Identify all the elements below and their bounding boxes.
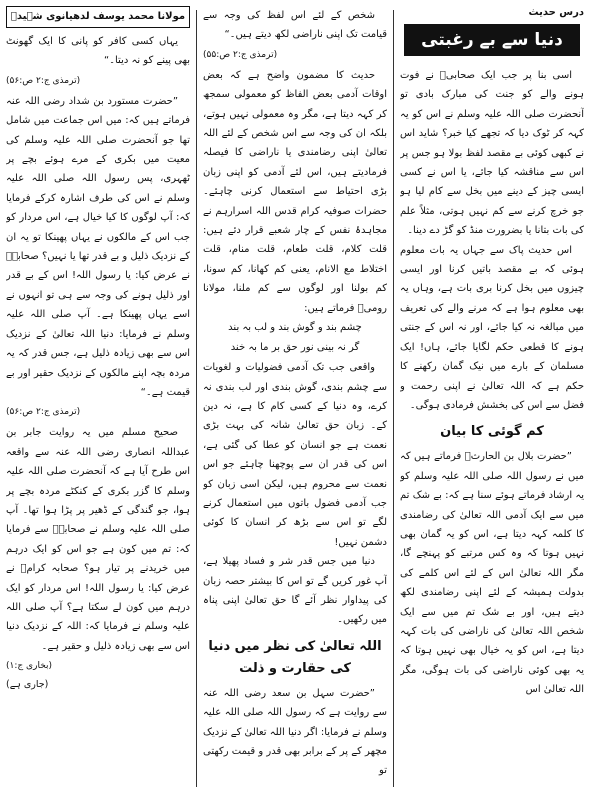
section-heading: کم گوئی کا بیان bbox=[440, 424, 544, 440]
section-label: درس حدیث bbox=[528, 7, 584, 18]
column-divider bbox=[393, 10, 394, 787]
paragraph: اس حدیث پاک سے جہاں یہ بات معلوم ہوئی کہ بے مقصد باتیں کرنا اور ایسی چیزوں میں بخل کرنا بری بات ہے، وہاں یہ بھی معلوم ہوا ہے کہ مرنے والے کی تعریف میں مبالغہ نہ کیا جائے، اور نہ اس کے جنتی ہونے کا قطعی حکم لگایا جائے، ہاں! ایک مسلمان کے بارے میں نیک گمان رکھنے کا حکم ہے کہ اللہ تعالیٰ نے اپنی رحمت و فضل سے اس کی بخشش فرمادی ہوگی۔ bbox=[400, 244, 584, 411]
section-heading: اللہ تعالیٰ کی نظر میں دنیا کی حقارت و ذلت bbox=[208, 638, 382, 676]
paragraph: شخص کے لئے اس لفظ کی وجہ سے قیامت تک اپنی ناراضی لکھ دیتے ہیں۔“ bbox=[203, 10, 387, 41]
reference: (ترمذی ج:۲ ص:۵۶) bbox=[6, 407, 81, 418]
verse-line: چشم بند و گوش بند و لب بہ بند bbox=[228, 322, 362, 334]
reference: (ترمذی ج:۲ ص:۵۶) bbox=[6, 75, 81, 86]
reference: (بخاری ج:۱) bbox=[6, 661, 53, 672]
left-column bbox=[6, 6, 190, 791]
column-divider bbox=[196, 10, 197, 787]
continued-note: (جاری ہے) bbox=[6, 679, 49, 691]
middle-column bbox=[203, 6, 387, 791]
paragraph: صحیح مسلم میں یہ روایت جابر بن عبداللہ انصاری رضی اللہ عنہ سے واقعہ اس طرح آیا ہے کہ آنحضرت صلی اللہ علیہ وسلم کا گزر بکری کے کنکٹے مردہ بچے پر ہوا، جو گندگی کے ڈھیر پر پڑا ہوا تھا۔ آپ صلی اللہ علیہ وسلم نے صحابہؓ سے فرمایا کہ: تم میں کون ہے جو اس کو ایک درہم میں خریدنے پر تیار ہو؟ صحابہ کرامؓ نے عرض کیا: یا رسول اللہ! اس مردار کو ایک درہم میں کون لے سکتا ہے؟ آپ صلی اللہ علیہ وسلم نے فرمایا کہ: اللہ کے نزدیک دنیا اس سے بھی زیادہ ذلیل و حقیر ہے۔ bbox=[6, 427, 190, 652]
paragraph: ”حضرت مستورد بن شداد رضی اللہ عنہ فرماتے ہیں کہ: میں اس جماعت میں شامل تھا جو آنحضرت صلی اللہ علیہ وسلم کی معیت میں بکری کے مرے ہوئے بچے پر ٹھہری، پس رسول اللہ صلی اللہ علیہ وسلم نے اس کی طرف اشارہ کرکے فرمایا کہ: آپ لوگوں کا کیا خیال ہے، اس مردار کو جب اس کے مالکوں نے یہاں پھینکا تو یہ ان کے نزدیک ذلیل و بے قدر تھا یا نہیں؟ صحابہؓ نے عرض کیا: یا رسول اللہ! اس کے بے قدر اور ذلیل ہونے کی وجہ سے ہی تو انہوں نے اسے یہاں پھینکا ہے۔ آپ صلی اللہ علیہ وسلم نے فرمایا: دنیا اللہ تعالیٰ کے نزدیک اس سے بھی زیادہ ذلیل ہے، جس قدر کہ یہ مردہ بچہ اپنے مالکوں کے نزدیک حقیر اور بے قیمت ہے۔“ bbox=[6, 95, 190, 398]
paragraph: ”حضرت بلال بن الحارثؓ فرماتے ہیں کہ میں نے رسول اللہ صلی اللہ علیہ وسلم کو یہ ارشاد فرماتے ہوئے سنا ہے کہ: بے شک تم میں سے ایک آدمی اللہ تعالیٰ کی رضامندی کا کلمہ کہہ دیتا ہے، اس کو یہ گمان بھی نہیں ہوتا کہ وہ کس مرتبے کو پہنچے گا، مگر اللہ تعالیٰ اس کے لئے اس کلمے کی بدولت ہمیشہ کے لئے اپنی رضامندی لکھ دیتے ہیں، اور بے شک تم میں سے ایک شخص اللہ تعالیٰ کی ناراضی کی بات کہہ دیتا ہے، اس کو یہ خیال بھی نہیں ہوتا کہ یہ بھی کوئی ناراضی کی بات ہوگی، مگر اللہ تعالیٰ اس bbox=[400, 451, 584, 696]
newspaper-page bbox=[6, 6, 584, 791]
paragraph: حدیث کا مضمون واضح ہے کہ بعض اوقات آدمی بعض الفاظ کو معمولی سمجھ کر کہہ دیتا ہے، مگر وہ معمولی نہیں ہوتے، بلکہ ان کی وجہ سے اس شخص کے لئے اللہ تعالیٰ اپنی رضامندی یا ناراضی کا فیصلہ فرمادیتے ہیں، اس لئے آدمی کو اپنی زبان بڑی احتیاط سے استعمال کرنی چاہئے۔ حضرات صوفیہ کرام قدس اللہ اسرارہم نے مجاہدۂ نفس کے چار شعبے قرار دئے ہیں: قلت کلام، قلت طعام، قلت منام، قلت اختلاط مع الانام، یعنی کم کھانا، کم سونا، کم بولنا اور لوگوں سے کم ملنا، مولانا رومیؒ فرماتے ہیں: bbox=[203, 69, 387, 314]
verse-line: گر نہ بینی نور حق بر ما بہ خند bbox=[230, 342, 360, 354]
paragraph: واقعی جب تک آدمی فضولیات و لغویات سے چشم بندی، گوش بندی اور لب بندی نہ کرے، وہ دنیا کے کسی کام کا ہے، نہ دین کے۔ زبان حق تعالیٰ شانہ کی بہت بڑی نعمت ہے جو انسان کو عطا کی گئی ہے، اس کی قدر ان سے پوچھنا چاہئے جو اس نعمت سے محروم ہیں، لیکن اسی زبان کو جب آدمی فضول باتوں میں استعمال کرنے لگے تو اس سے بڑھ کر انسان کا کوئی دشمن نہیں! bbox=[203, 362, 387, 548]
paragraph: یہاں کسی کافر کو پانی کا ایک گھونٹ بھی پینے کو نہ دیتا۔“ bbox=[6, 36, 190, 67]
author-byline: مولانا محمد یوسف لدھیانوی شہیدؒ bbox=[6, 6, 190, 28]
right-column bbox=[400, 6, 584, 791]
reference: (ترمذی ج:۲ ص:۵۵) bbox=[203, 49, 278, 60]
article-title: دنیا سے بے رغبتی bbox=[404, 24, 580, 56]
paragraph: ”حضرت سہل بن سعد رضی اللہ عنہ سے روایت ہے کہ رسول اللہ صلی اللہ علیہ وسلم نے فرمایا: اگر دنیا اللہ تعالیٰ کے نزدیک مچھر کے پر کے برابر بھی قدر و قیمت رکھتی تو bbox=[203, 687, 387, 777]
paragraph: دنیا میں جس قدر شر و فساد پھیلا ہے، آپ غور کریں گے تو اس کا بیشتر حصہ زبان کی پیداوار نظر آئے گا حق تعالیٰ اپنی پناہ میں رکھیں۔ bbox=[203, 556, 387, 626]
paragraph: اسی بنا پر جب ایک صحابیؓ نے فوت ہونے والے کو جنت کی مبارک بادی تو آنحضرت صلی اللہ علیہ وسلم نے اس کو یہ کہہ کر ٹوک دیا کہ تجھے کیا خبر؟ شاید اس نے کبھی کوئی بے مقصد لفظ بولا ہو جس پر اس سے مناقشہ کیا جائے، یا اس نے کسی ایسی چیز کے دینے میں بخل سے کام لیا ہو جو خرچ کرنے سے کم نہیں ہوتی، مثلاً علم کی بات بتانا یا بضرورت منڈ کو گڑ دے دینا۔ bbox=[400, 70, 584, 237]
